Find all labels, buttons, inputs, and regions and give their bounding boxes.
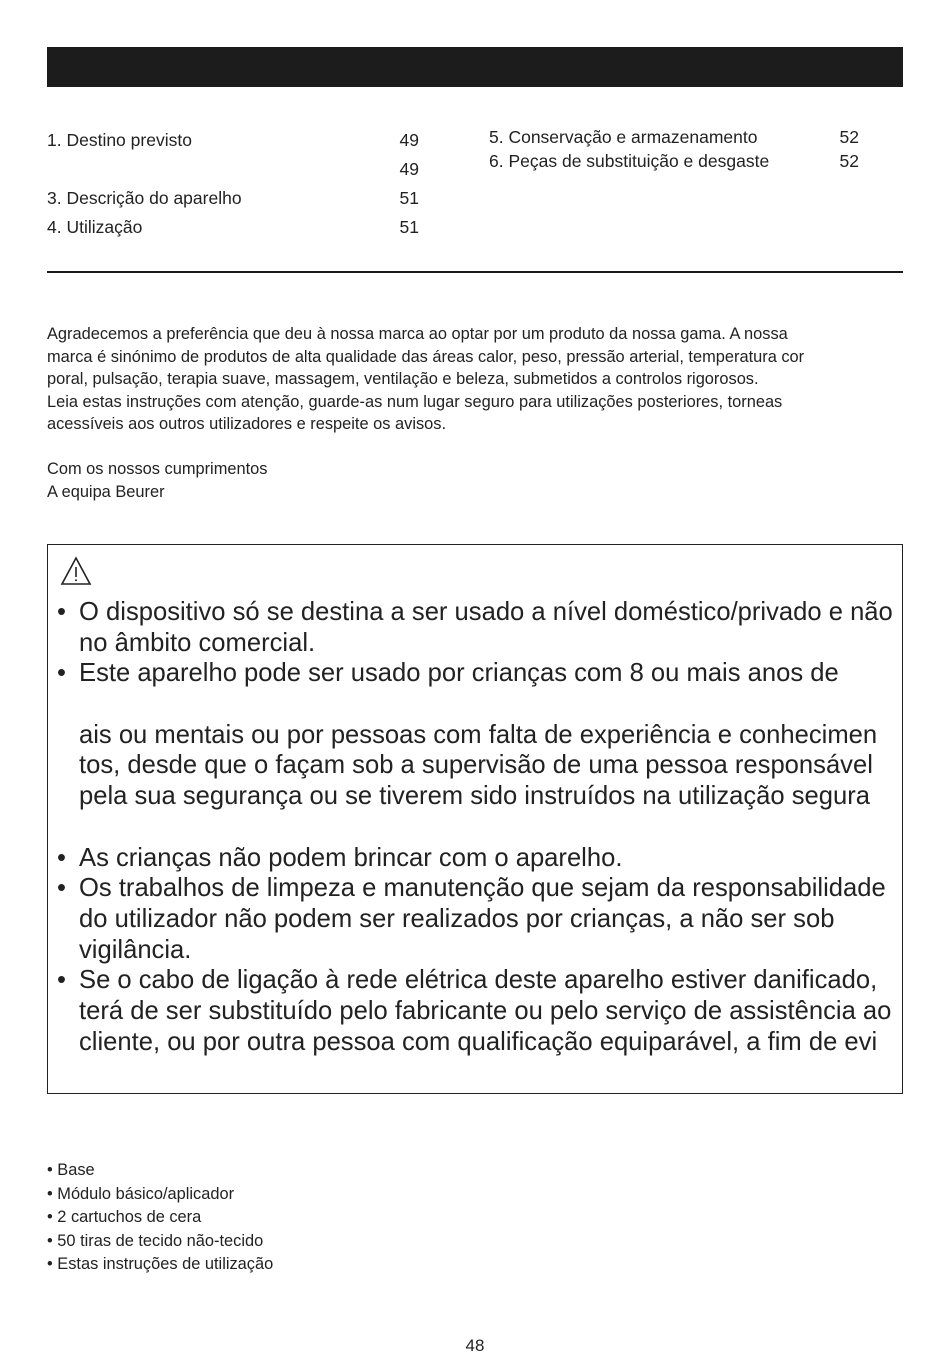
table-of-contents-left xyxy=(47,126,419,242)
warning-line: no âmbito comercial. xyxy=(79,628,316,657)
warning-line: • As crianças não podem brincar com o aparelho. xyxy=(79,843,623,872)
toc-entry[interactable] xyxy=(489,126,859,150)
list-item: • Base xyxy=(47,1161,95,1179)
intro-line: marca é sinónimo de produtos de alta qualidade das áreas calor, peso, pressão arterial, temperatura cor xyxy=(47,347,805,366)
list-item: • 2 cartuchos de cera xyxy=(47,1208,202,1226)
intro-line: Agradecemos a preferência que deu à nossa marca ao optar por um produto da nossa gama. A nossa xyxy=(47,325,788,343)
toc-entry-label: 3. Descrição do aparelho xyxy=(47,188,242,208)
intro-line: acessíveis aos outros utilizadores e respeite os avisos. xyxy=(47,415,447,433)
table-of-contents-right xyxy=(489,126,859,173)
warning-line: • Este aparelho pode ser usado por crianças com 8 ou mais anos de xyxy=(79,659,839,688)
warning-box xyxy=(47,544,903,1094)
warning-triangle-icon xyxy=(60,555,92,587)
toc-entry[interactable] xyxy=(47,184,419,213)
warning-item xyxy=(57,873,907,965)
toc-entry-page: 51 xyxy=(399,188,419,208)
warning-list xyxy=(57,597,907,1057)
section-divider xyxy=(47,271,903,273)
toc-entry[interactable] xyxy=(47,213,419,242)
warning-item xyxy=(57,658,907,842)
warning-line: vigilância. xyxy=(79,935,192,964)
toc-entry-page: 49 xyxy=(399,159,419,179)
toc-entry-page: 52 xyxy=(839,150,859,171)
team-signature: A equipa Beurer xyxy=(47,482,165,501)
intro-line: Leia estas instruções com atenção, guarde-as num lugar seguro para utilizações posteriores, torneas xyxy=(47,392,783,411)
warning-line: • Os trabalhos de limpeza e manutenção que sejam da responsabilidade xyxy=(79,874,886,903)
toc-entry-page: 52 xyxy=(839,127,859,147)
warning-line: • O dispositivo só se destina a ser usado a nível doméstico/privado e não xyxy=(79,598,893,626)
warning-item xyxy=(57,843,907,874)
toc-entry[interactable] xyxy=(47,155,419,184)
toc-entry-label: 4. Utilização xyxy=(47,217,143,237)
warning-line: ais ou mentais ou por pessoas com falta de experiência e conhecimen xyxy=(79,720,878,749)
warning-line: do utilizador não podem ser realizados por crianças, a não ser sob xyxy=(79,904,835,933)
list-item: • 50 tiras de tecido não-tecido xyxy=(47,1231,264,1250)
warning-item xyxy=(57,965,907,1057)
greeting: Com os nossos cumprimentos xyxy=(47,460,268,478)
toc-entry[interactable] xyxy=(489,150,859,174)
toc-entry-page: 49 xyxy=(399,130,419,150)
toc-entry[interactable] xyxy=(47,126,419,155)
intro-paragraph xyxy=(47,323,907,436)
warning-line xyxy=(79,812,907,843)
warning-line xyxy=(79,689,907,720)
header-bar xyxy=(47,47,903,87)
toc-entry-label: 6. Peças de substituição e desgaste xyxy=(489,150,770,171)
intro-line: poral, pulsação, terapia suave, massagem, ventilação e beleza, submetidos a controlos rigorosos. xyxy=(47,370,759,388)
page-number: 48 xyxy=(465,1336,485,1355)
list-item: • Módulo básico/aplicador xyxy=(47,1184,235,1203)
toc-entry-label: 1. Destino previsto xyxy=(47,130,192,150)
list-item: • Estas instruções de utilização xyxy=(47,1255,274,1273)
signature-block xyxy=(47,458,267,503)
warning-line: tos, desde que o façam sob a supervisão de uma pessoa responsável xyxy=(79,751,873,780)
toc-entry-page: 51 xyxy=(399,217,419,237)
warning-line: • Se o cabo de ligação à rede elétrica deste aparelho estiver danificado, xyxy=(79,966,878,995)
warning-line: cliente, ou por outra pessoa com qualificação equiparável, a fim de evi xyxy=(79,1027,878,1056)
warning-line: pela sua segurança ou se tiverem sido instruídos na utilização segura xyxy=(79,782,871,811)
warning-item xyxy=(57,597,907,658)
toc-entry-label: 5. Conservação e armazenamento xyxy=(489,127,758,147)
package-contents-list xyxy=(47,1159,273,1277)
warning-line: terá de ser substituído pelo fabricante ou pelo serviço de assistência ao xyxy=(79,996,892,1025)
